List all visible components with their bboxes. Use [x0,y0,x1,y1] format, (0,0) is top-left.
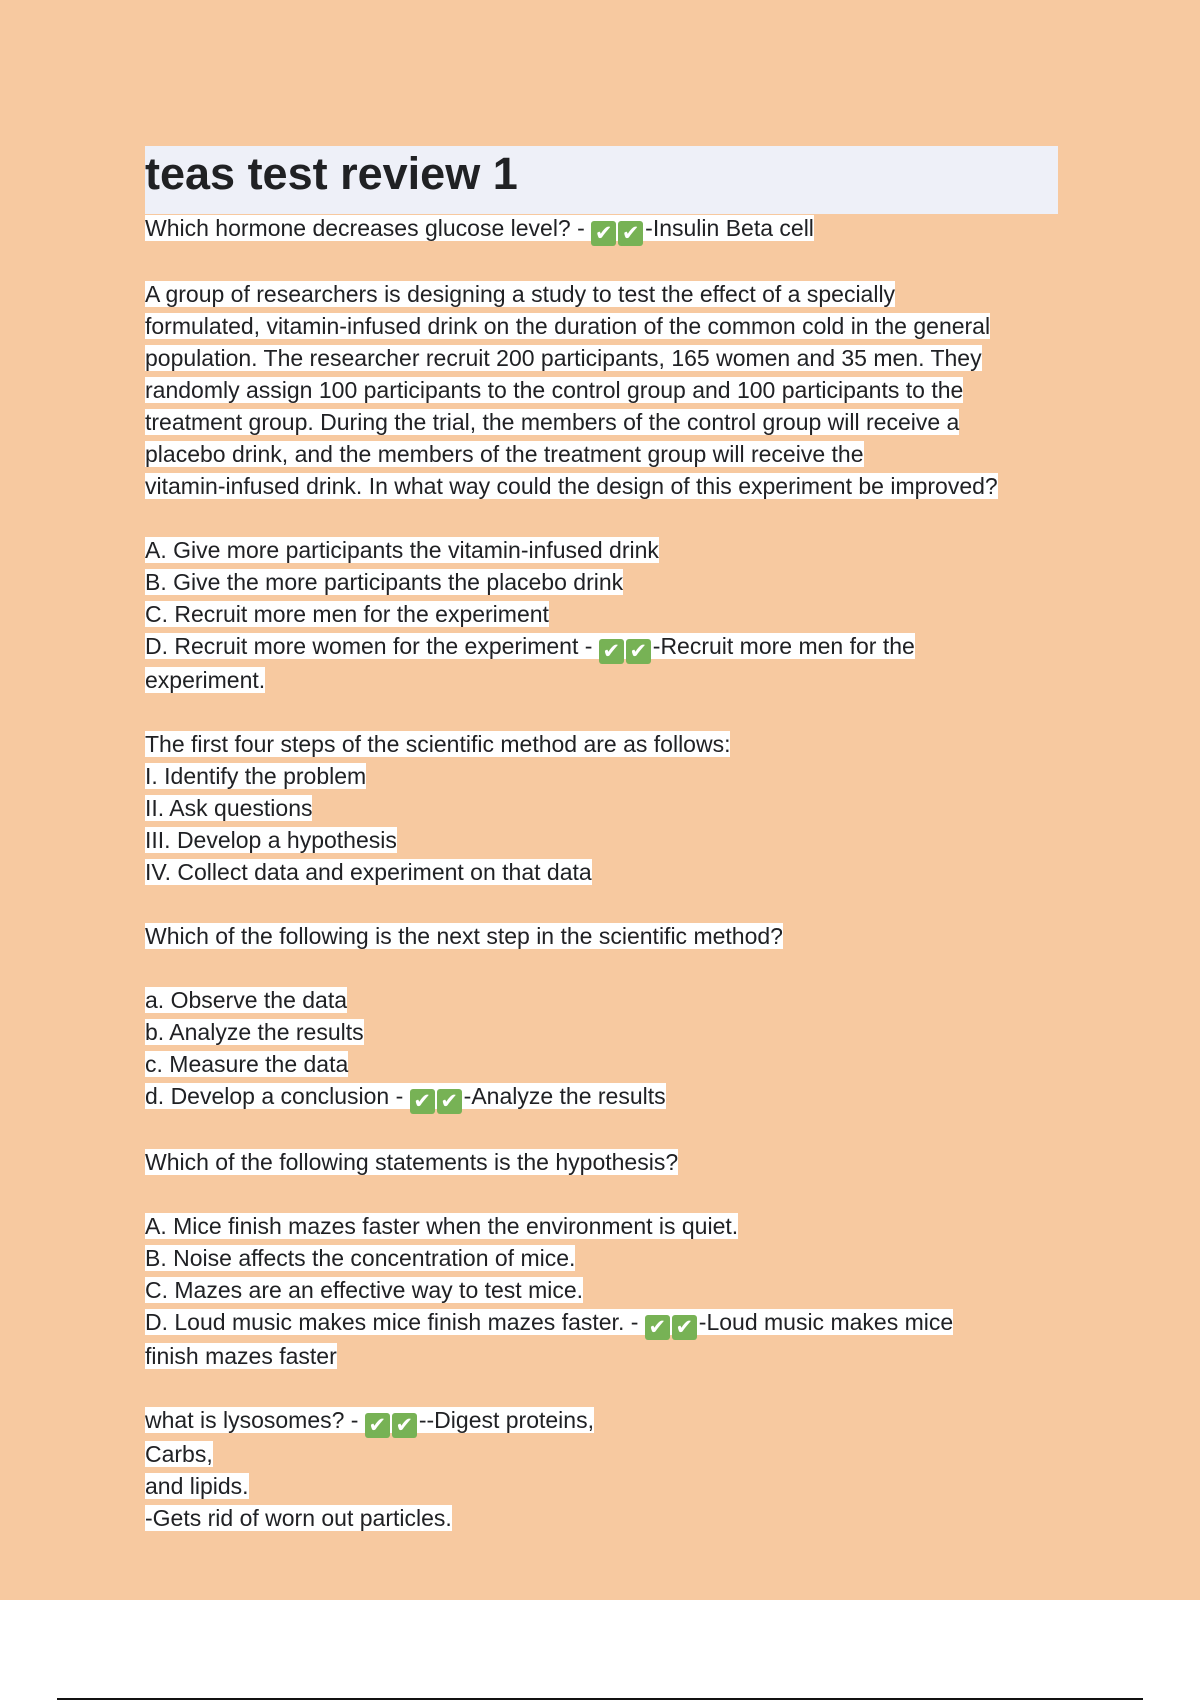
check-mark-icon: ✔ [410,1089,435,1114]
option-d: D. Recruit more women for the experiment - [145,633,599,659]
check-mark-icon: ✔ [437,1089,462,1114]
check-mark-icon: ✔ [365,1413,390,1438]
option-d: D. Loud music makes mice finish mazes faster. - [145,1309,645,1335]
question-stem-line: population. The researcher recruit 200 participants, 165 women and 35 men. They [145,345,982,371]
option-c: C. Recruit more men for the experiment [145,601,549,627]
check-mark-icon: ✔ [618,221,643,246]
option-d-with-answer [145,633,915,663]
question-stem-line: placebo drink, and the members of the treatment group will receive the [145,441,864,467]
answer-text: -Insulin Beta cell [645,215,814,241]
question-block-experiment-design [145,278,1075,502]
option-b: B. Give the more participants the placebo drink [145,569,624,595]
option-a: a. Observe the data [145,987,348,1013]
check-mark-icon: ✔ [672,1315,697,1340]
check-mark-icon: ✔ [591,221,616,246]
option-b: b. Analyze the results [145,1019,364,1045]
steps-intro: The first four steps of the scientific method are as follows: [145,731,731,757]
answer-continuation: finish mazes faster [145,1343,337,1369]
option-a: A. Mice finish mazes faster when the environment is quiet. [145,1213,739,1239]
check-mark-icon: ✔ [645,1315,670,1340]
option-c: c. Measure the data [145,1051,349,1077]
answer-text: -Recruit more men for the [652,633,915,659]
question-block-hormone [145,212,1075,246]
question-text: what is lysosomes? - [145,1407,365,1433]
answer-continuation: experiment. [145,667,266,693]
question-block-next-step [145,920,1075,952]
question-stem-line: vitamin-infused drink. In what way could the design of this experiment be improved? [145,473,998,499]
options-block-hypothesis [145,1210,1075,1372]
question-block-lysosomes [145,1404,1075,1534]
question-stem-line: randomly assign 100 participants to the control group and 100 participants to the [145,377,964,403]
answer-text: -Analyze the results [463,1083,666,1109]
question-block-hypothesis [145,1146,1075,1178]
options-block-next-step [145,984,1075,1114]
option-d-with-answer [145,1083,666,1113]
check-mark-icon: ✔ [626,639,651,664]
options-block-experiment-design [145,534,1075,696]
question-line [145,1407,594,1437]
answer-text: -Loud music makes mice [698,1309,954,1335]
step-item: I. Identify the problem [145,763,367,789]
question-text: Which of the following is the next step in the scientific method? [145,923,783,949]
question-text: Which of the following statements is the hypothesis? [145,1149,679,1175]
question-stem-line: treatment group. During the trial, the members of the control group will receive a [145,409,960,435]
option-d: d. Develop a conclusion - [145,1083,410,1109]
document-content [145,212,1075,1566]
step-item: IV. Collect data and experiment on that data [145,859,592,885]
scientific-method-steps [145,728,1075,888]
document-title: teas test review 1 [145,148,518,199]
question-text: Which hormone decreases glucose level? - [145,215,592,241]
check-mark-icon: ✔ [392,1413,417,1438]
step-item: II. Ask questions [145,795,313,821]
answer-text: --Digest proteins, [418,1407,594,1433]
question-stem-line: formulated, vitamin-infused drink on the duration of the common cold in the general [145,313,991,339]
step-item: III. Develop a hypothesis [145,827,397,853]
option-d-with-answer [145,1309,954,1339]
option-b: B. Noise affects the concentration of mice. [145,1245,576,1271]
answer-line: and lipids. [145,1473,249,1499]
option-a: A. Give more participants the vitamin-infused drink [145,537,659,563]
question-stem-line: A group of researchers is designing a study to test the effect of a specially [145,281,896,307]
check-mark-icon: ✔ [599,639,624,664]
answer-line: -Gets rid of worn out particles. [145,1505,452,1531]
question-line [145,215,814,245]
option-c: C. Mazes are an effective way to test mice. [145,1277,584,1303]
answer-line: Carbs, [145,1441,213,1467]
